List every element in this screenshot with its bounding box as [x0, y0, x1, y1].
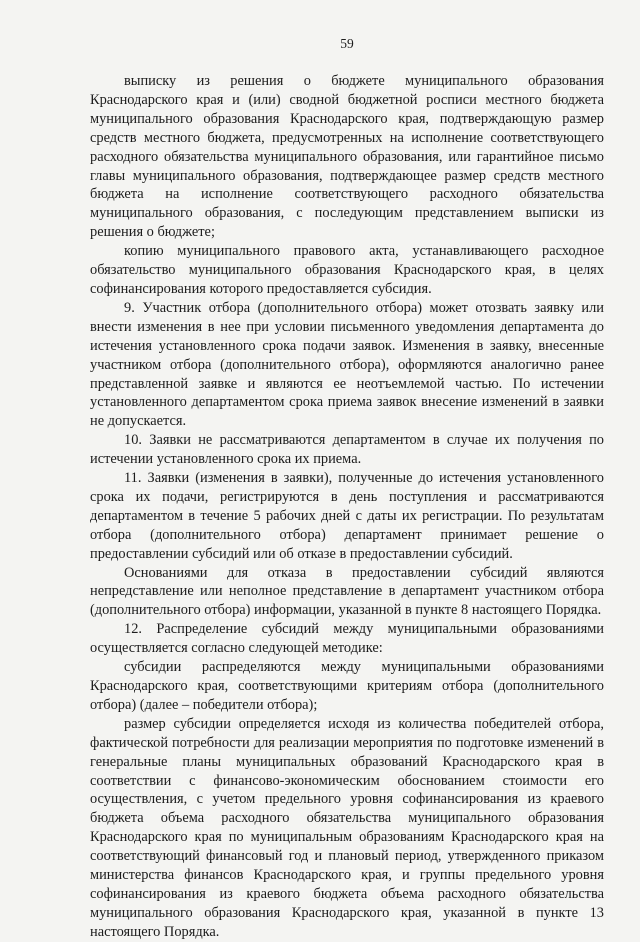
document-body — [90, 72, 604, 942]
paragraph-item-11: 11. Заявки (изменения в заявки), полученные до истечения установленного срока их подачи, регистрируются в день поступления и рассматриваются департаментом в течение 5 рабочих дней с даты их регистрации. По результатам отбора (дополнительного отбора) департамент принимает решение о предоставлении субсидий или об отказе в предоставлении субсидий. — [90, 470, 604, 562]
page-number: 59 — [340, 36, 354, 51]
paragraph-item-12: 12. Распределение субсидий между муниципальными образованиями осуществляется согласно следующей методике: — [90, 621, 604, 657]
paragraph-legal-act-copy: копию муниципального правового акта, устанавливающего расходное обязательство муниципального образования Краснодарского края, в целях софинансирования которого предоставляется субсидия. — [90, 243, 604, 297]
paragraph-item-10: 10. Заявки не рассматриваются департаментом в случае их получения по истечении установленного срока их приема. — [90, 432, 604, 468]
paragraph-budget-extract: выписку из решения о бюджете муниципального образования Краснодарского края и (или) сводной бюджетной росписи местного бюджета муниципального образования Краснодарского края, подтверждающую размер средств местного бюджета, предусмотренных на исполнение соответствующего расходного обязательства муниципального образования, или гарантийное письмо главы муниципального образования, подтверждающее размер средств местного бюджета на исполнение соответствующего расходного обязательства муниципального образования, с последующим представлением выписки из решения о бюджете; — [90, 73, 604, 241]
paragraph-refusal-grounds: Основаниями для отказа в предоставлении субсидий являются непредставление или неполное представление в департамент участником отбора (дополнительного отбора) информации, указанной в пункте 8 настоящего Порядка. — [90, 564, 604, 619]
paragraph-subsidy-size: размер субсидии определяется исходя из количества победителей отбора, фактической потребности для реализации мероприятия по подготовке изменений в генеральные планы муниципальных образований Краснодарского края в соответствии с финансово-экономическим обоснованием стоимости его осуществления, с учетом предельного уровня софинансирования из краевого бюджета объема расходного обязательства муниципального образования Краснодарского края по муниципальным образованиям Краснодарского края на соответствующий финансовый год и плановый период, утвержденного приказом министерства финансов Краснодарского края, и группы предельного уровня софинансирования из краевого бюджета объема расходного обязательства муниципального образования Краснодарского края, указанной в пункте 13 настоящего Порядка. — [90, 715, 604, 940]
paragraph-item-9: 9. Участник отбора (дополнительного отбора) может отозвать заявку или внести изменения в нее при условии письменного уведомления департамента до истечения установленного срока подачи заявок. Изменения в заявку, внесенные участником отбора (дополнительного отбора), оформляются аналогично ранее представленной заявке и являются ее неотъемлемой частью. По истечении установленного департаментом срока приема заявок внесение изменений в заявки не допускается. — [90, 299, 604, 430]
paragraph-subsidy-distribution: субсидии распределяются между муниципальными образованиями Краснодарского края, соответствующими критериям отбора (дополнительного отбора) (далее – победители отбора); — [90, 659, 604, 713]
